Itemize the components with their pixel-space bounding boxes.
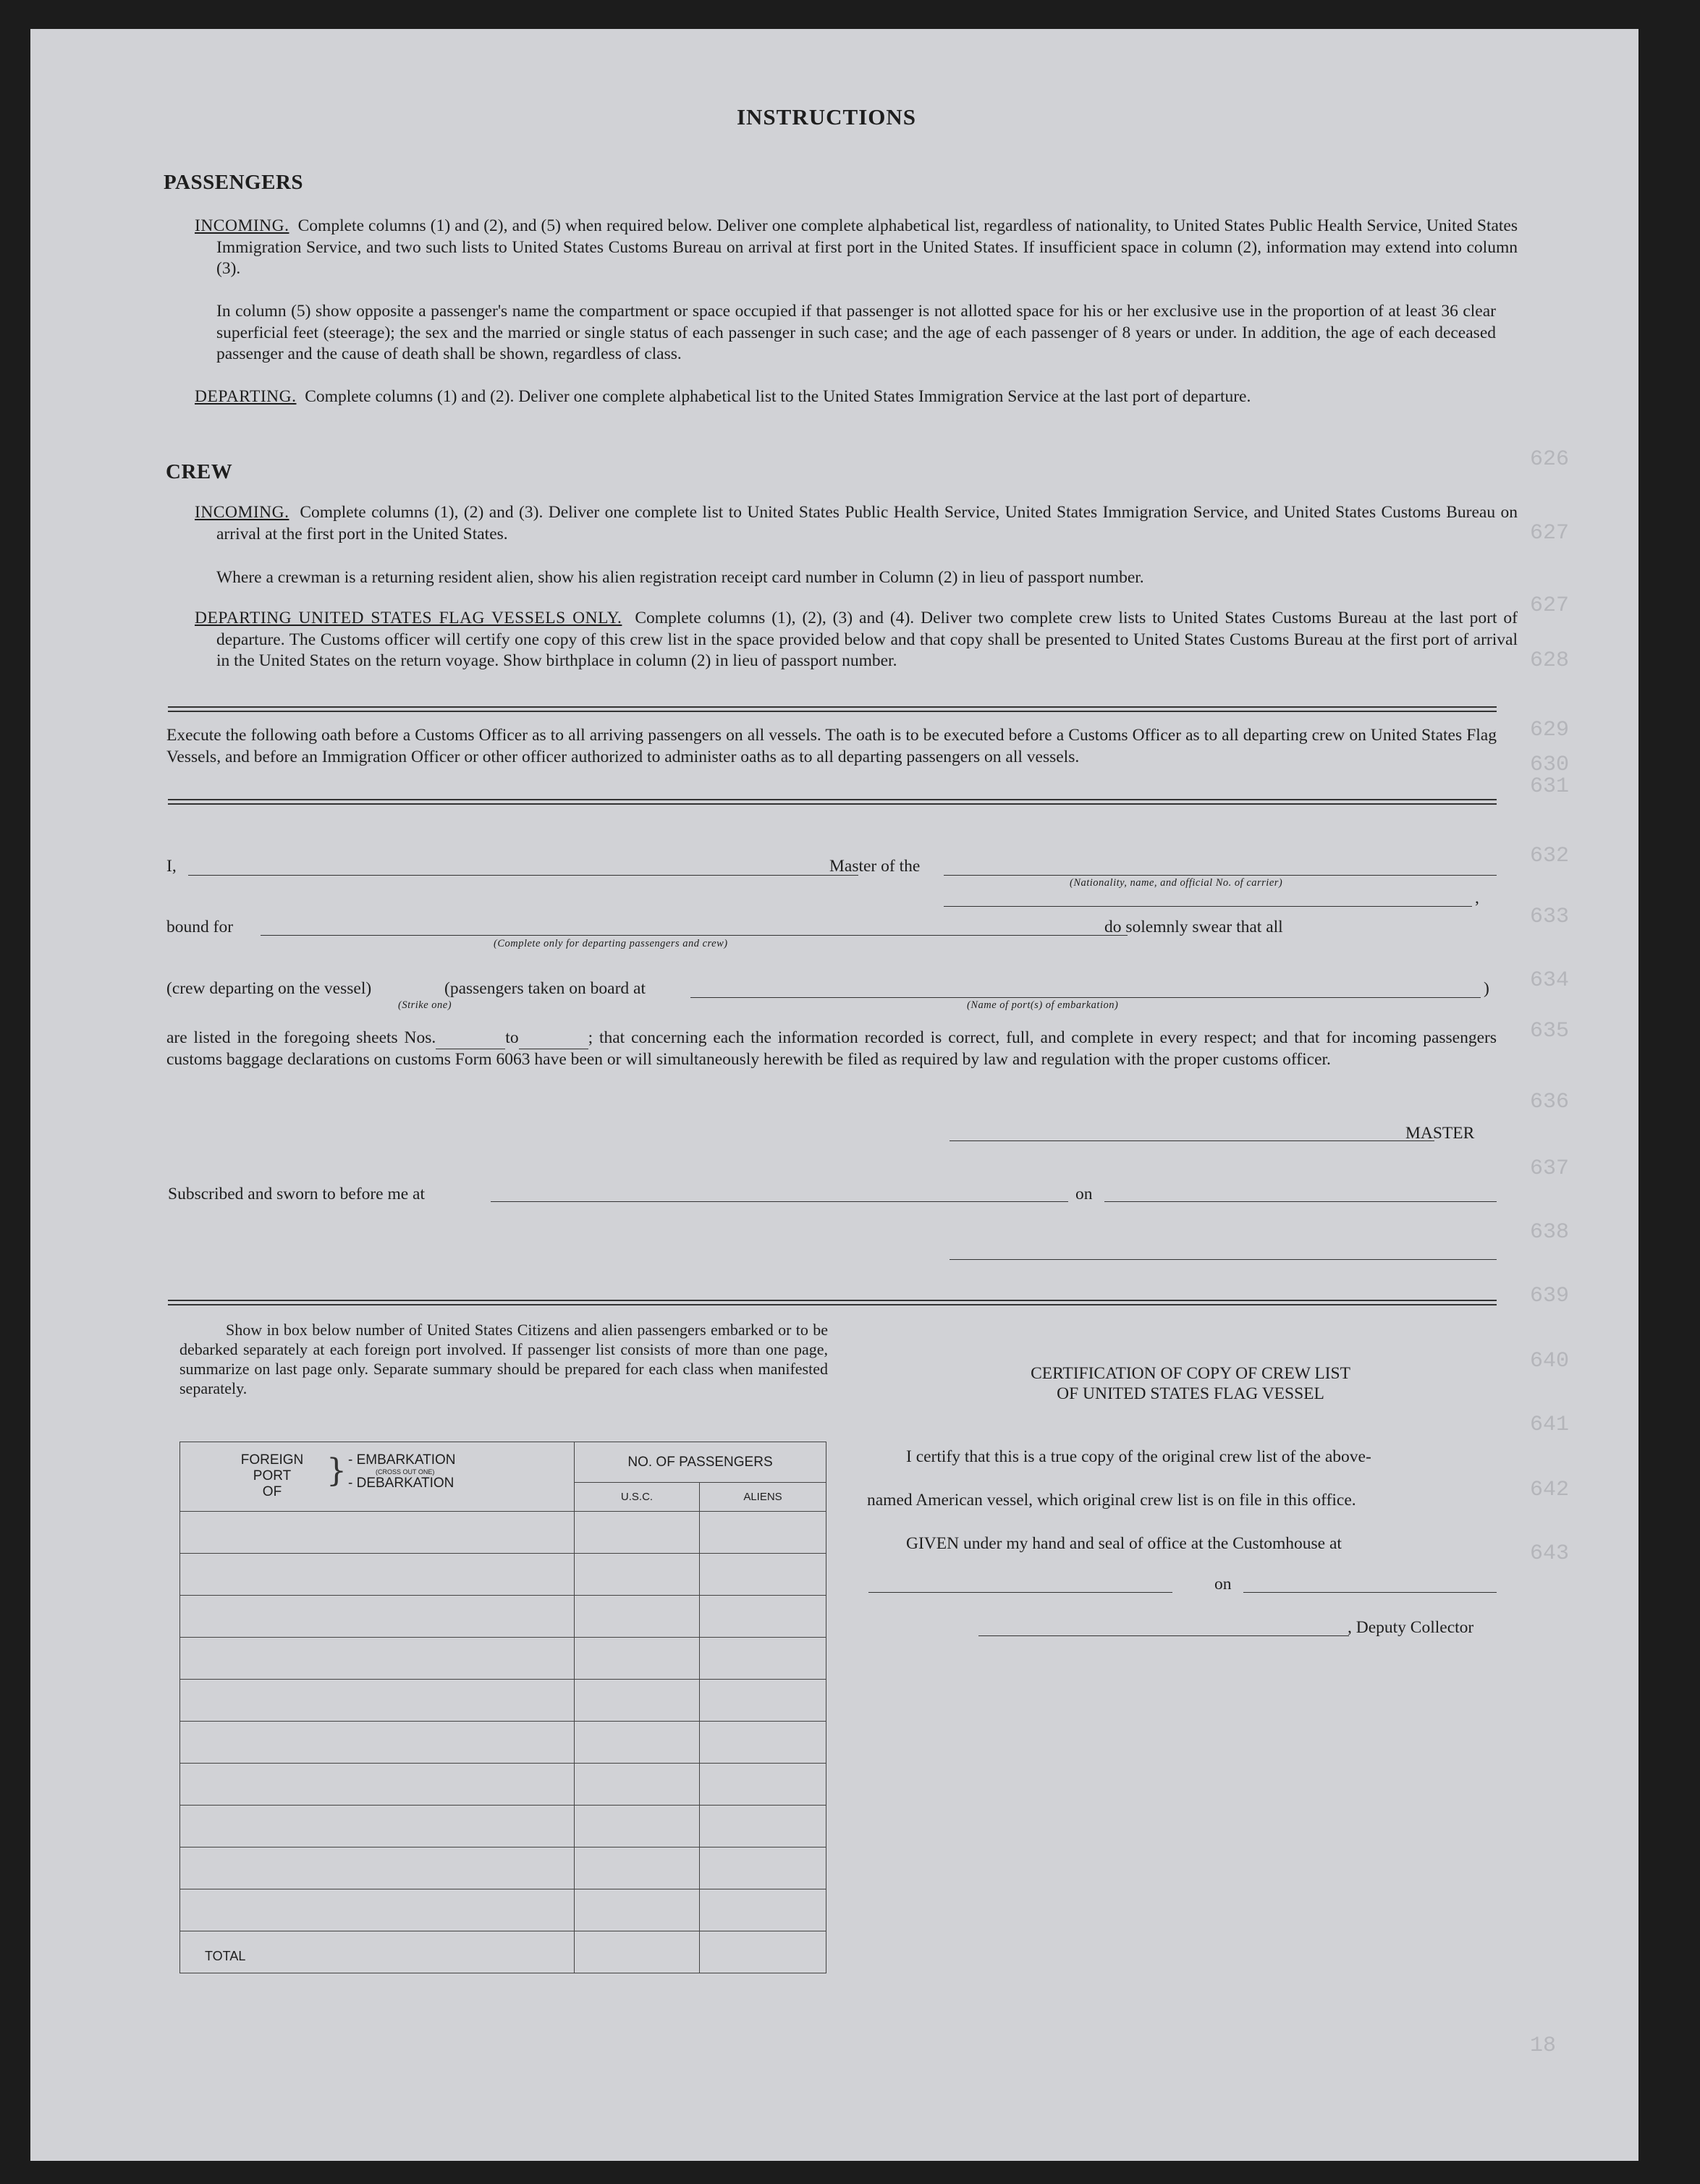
bleed-through-number: 634 (1530, 968, 1570, 993)
aliens-total-cell[interactable] (700, 1931, 826, 1973)
sheets-to-field[interactable] (519, 1028, 588, 1049)
port-cell[interactable] (180, 1889, 575, 1931)
usc-count-cell[interactable] (575, 1680, 700, 1722)
passengers-heading: PASSENGERS (164, 171, 304, 194)
port-label-line: PORT (253, 1468, 292, 1483)
crew-alien-paragraph: Where a crewman is a returning resident alien, show his alien registration receipt card number in Column (2) in lieu of passport number. (216, 568, 1144, 587)
usc-count-cell[interactable] (575, 1512, 700, 1554)
bleed-through-number: 641 (1530, 1413, 1570, 1437)
subscribed-label: Subscribed and sworn to before me at (168, 1185, 426, 1203)
port-label-line: FOREIGN (240, 1452, 304, 1468)
bleed-through-number: 630 (1530, 753, 1570, 777)
usc-count-cell[interactable] (575, 1889, 700, 1931)
port-cell[interactable] (180, 1512, 575, 1554)
usc-count-cell[interactable] (575, 1596, 700, 1638)
usc-count-cell[interactable] (575, 1722, 700, 1764)
usc-header: U.S.C. (575, 1483, 700, 1512)
usc-total-cell[interactable] (575, 1931, 700, 1973)
certification-text-line-2: named American vessel, which original crew list is on file in this office. (867, 1491, 1356, 1510)
passengers-taken-option[interactable]: (passengers taken on board at (444, 979, 646, 998)
summary-instruction: Show in box below number of United States Citizens and alien passengers embarked or to be debarked separately at each foreign port involved. If passenger list consists of more than one page, summarize on last page only. Separate summary should be prepared for each class when manifested separately. (179, 1321, 828, 1397)
aliens-header: ALIENS (700, 1483, 826, 1512)
sheets-label: are listed in the foregoing sheets Nos. (166, 1028, 436, 1047)
certification-title-line: CERTIFICATION OF COPY OF CREW LIST (1031, 1364, 1350, 1383)
debarkation-option[interactable]: - DEBARKATION (348, 1476, 454, 1491)
usc-count-cell[interactable] (575, 1847, 700, 1889)
aliens-count-cell[interactable] (700, 1764, 826, 1806)
aliens-count-cell[interactable] (700, 1680, 826, 1722)
bleed-through-number: 637 (1530, 1156, 1570, 1181)
page-title: INSTRUCTIONS (736, 104, 916, 130)
crew-incoming-paragraph (195, 502, 1518, 545)
passenger-summary-table (179, 1442, 826, 1973)
bleed-through-number: 627 (1530, 593, 1570, 618)
bleed-through-number: 18 (1530, 2033, 1557, 2058)
bleed-through-number: 640 (1530, 1349, 1570, 1374)
bound-caption: (Complete only for departing passengers and crew) (494, 938, 728, 949)
passengers-incoming-paragraph (195, 216, 1518, 280)
embarkation-ports-field[interactable] (690, 997, 1481, 998)
passengers-departing-paragraph (195, 386, 1518, 408)
carrier-field[interactable] (944, 875, 1497, 876)
bleed-through-number: 639 (1530, 1284, 1570, 1308)
carrier-caption: (Nationality, name, and official No. of carrier) (1070, 877, 1283, 889)
sworn-date-field[interactable] (1104, 1201, 1497, 1202)
master-name-field[interactable] (188, 875, 858, 876)
port-cell[interactable] (180, 1806, 575, 1847)
crew-departing-paragraph (195, 608, 1518, 672)
aliens-count-cell[interactable] (700, 1638, 826, 1680)
usc-count-cell[interactable] (575, 1764, 700, 1806)
sheets-rest: ; that concerning each the information recorded is correct, full, and complete in every respect; and that for incoming passengers customs baggage declarations on customs Form 6063 have been or will simultaneously herewith be filed as required by law and regulation with the proper customs officer. (166, 1028, 1497, 1069)
passengers-departing-lead: DEPARTING. (195, 387, 297, 406)
bleed-through-number: 642 (1530, 1478, 1570, 1502)
passengers-column5-paragraph: In column (5) show opposite a passenger's name the compartment or space occupied if that passenger is not allotted space for his or her exclusive use in the proportion of at least 36 clear superficial feet (steerage); the sex and the married or single status of each passenger in such case; and the age of each passenger of 8 years or under. In addition, the age of each deceased passenger and the cause of death shall be shown, regardless of class. (216, 302, 1496, 363)
crew-departing-text: Complete columns (1), (2), (3) and (4). Deliver two complete crew lists to United States Customs Bureau at the last port of departure. The Customs officer will certify one copy of this crew list in the space provided below and that copy shall be presented to United States Customs Bureau at the first port of arrival in the United States on the return voyage. Show birthplace in column (2) in lieu of passport number. (216, 609, 1518, 670)
given-text: GIVEN under my hand and seal of office at the Customhouse at (906, 1534, 1342, 1553)
port-cell[interactable] (180, 1764, 575, 1806)
usc-count-cell[interactable] (575, 1806, 700, 1847)
brace-glyph: } (326, 1452, 347, 1489)
passengers-incoming-lead: INCOMING. (195, 216, 289, 235)
port-cell[interactable] (180, 1680, 575, 1722)
aliens-count-cell[interactable] (700, 1722, 826, 1764)
bleed-through-number: 633 (1530, 905, 1570, 929)
oath-i-label: I, (166, 857, 177, 876)
section-divider (168, 799, 1497, 805)
bleed-through-number: 638 (1530, 1220, 1570, 1245)
port-label-line: OF (262, 1484, 282, 1499)
carrier-field-line-2[interactable] (944, 906, 1472, 907)
bleed-through-number: 643 (1530, 1541, 1570, 1566)
crew-incoming-text: Complete columns (1), (2) and (3). Deliver one complete list to United States Public Health Service, United States Immigration Service, and United States Customs Bureau on arrival at the first port in the United States. (216, 503, 1518, 543)
bleed-through-number: 629 (1530, 718, 1570, 742)
port-cell[interactable] (180, 1638, 575, 1680)
usc-count-cell[interactable] (575, 1638, 700, 1680)
aliens-count-cell[interactable] (700, 1596, 826, 1638)
customhouse-field[interactable] (868, 1592, 1172, 1593)
certification-title (884, 1363, 1497, 1404)
aliens-count-cell[interactable] (700, 1889, 826, 1931)
passengers-departing-text: Complete columns (1) and (2). Deliver one complete alphabetical list to the United States Immigration Service at the last port of departure. (305, 387, 1251, 406)
port-cell[interactable] (180, 1847, 575, 1889)
to-label: to (505, 1028, 519, 1047)
crew-incoming-lead: INCOMING. (195, 503, 289, 522)
bound-for-label: bound for (166, 918, 234, 936)
swear-label: do solemnly swear that all (1104, 918, 1283, 936)
officer-signature-field[interactable] (950, 1259, 1497, 1260)
sheets-from-field[interactable] (436, 1028, 505, 1049)
crew-departing-lead: DEPARTING UNITED STATES FLAG VESSELS ONLY. (195, 609, 622, 627)
foreign-port-header (180, 1442, 575, 1512)
bleed-through-number: 628 (1530, 648, 1570, 673)
embarkation-option[interactable]: - EMBARKATION (348, 1452, 456, 1468)
bleed-through-number: 635 (1530, 1019, 1570, 1044)
comma-mark: , (1475, 889, 1479, 907)
master-of-label: Master of the (829, 857, 921, 876)
passengers-count-header: NO. OF PASSENGERS (575, 1442, 826, 1483)
usc-count-cell[interactable] (575, 1554, 700, 1596)
certification-text-line-1: I certify that this is a true copy of the original crew list of the above- (906, 1447, 1371, 1466)
aliens-count-cell[interactable] (700, 1847, 826, 1889)
sworn-location-field[interactable] (491, 1201, 1068, 1202)
master-signature-field[interactable] (950, 1140, 1434, 1141)
close-paren: ) (1484, 979, 1489, 998)
deputy-signature-field[interactable] (978, 1635, 1349, 1636)
bleed-through-number: 631 (1530, 774, 1570, 799)
sheets-paragraph (166, 1028, 1497, 1070)
bleed-through-number: 626 (1530, 447, 1570, 472)
foreign-port-label (232, 1452, 312, 1500)
section-divider (168, 706, 1497, 712)
document-sheet (30, 29, 1638, 2161)
strike-caption: (Strike one) (398, 999, 452, 1011)
crew-heading: CREW (166, 460, 233, 483)
oath-instruction-paragraph: Execute the following oath before a Customs Officer as to all arriving passengers on all vessels. The oath is to be executed before a Customs Officer as to all departing crew on United States Flag Vessels, and before an Immigration Officer or other officer authorized to administer oaths as to all departing passengers on all vessels. (166, 726, 1497, 766)
aliens-count-cell[interactable] (700, 1554, 826, 1596)
aliens-count-cell[interactable] (700, 1512, 826, 1554)
master-label: MASTER (1405, 1124, 1475, 1143)
certification-date-field[interactable] (1243, 1592, 1497, 1593)
section-divider (168, 1300, 1497, 1305)
aliens-count-cell[interactable] (700, 1806, 826, 1847)
certification-on-label: on (1214, 1575, 1232, 1593)
deputy-collector-label: , Deputy Collector (1348, 1618, 1474, 1637)
bound-for-field[interactable] (261, 935, 1128, 936)
sworn-on-label: on (1075, 1185, 1093, 1203)
passengers-incoming-text: Complete columns (1) and (2), and (5) when required below. Deliver one complete alphabetical list, regardless of nationality, to United States Public Health Service, United States Immigration Service, and two such lists to United States Customs Bureau on arrival at first port in the United States. If insufficient space in column (2), information may extend into column (3). (216, 216, 1518, 278)
ports-caption: (Name of port(s) of embarkation) (967, 999, 1119, 1011)
port-cell[interactable] (180, 1722, 575, 1764)
port-cell[interactable] (180, 1554, 575, 1596)
crew-departing-option[interactable]: (crew departing on the vessel) (166, 979, 372, 998)
certification-title-line: OF UNITED STATES FLAG VESSEL (1057, 1384, 1324, 1403)
cross-out-caption: (CROSS OUT ONE) (376, 1468, 435, 1476)
total-label: TOTAL (180, 1931, 575, 1973)
port-cell[interactable] (180, 1596, 575, 1638)
bleed-through-number: 632 (1530, 844, 1570, 868)
embark-debark-options (348, 1452, 456, 1491)
bleed-through-number: 636 (1530, 1090, 1570, 1114)
bleed-through-number: 627 (1530, 521, 1570, 546)
